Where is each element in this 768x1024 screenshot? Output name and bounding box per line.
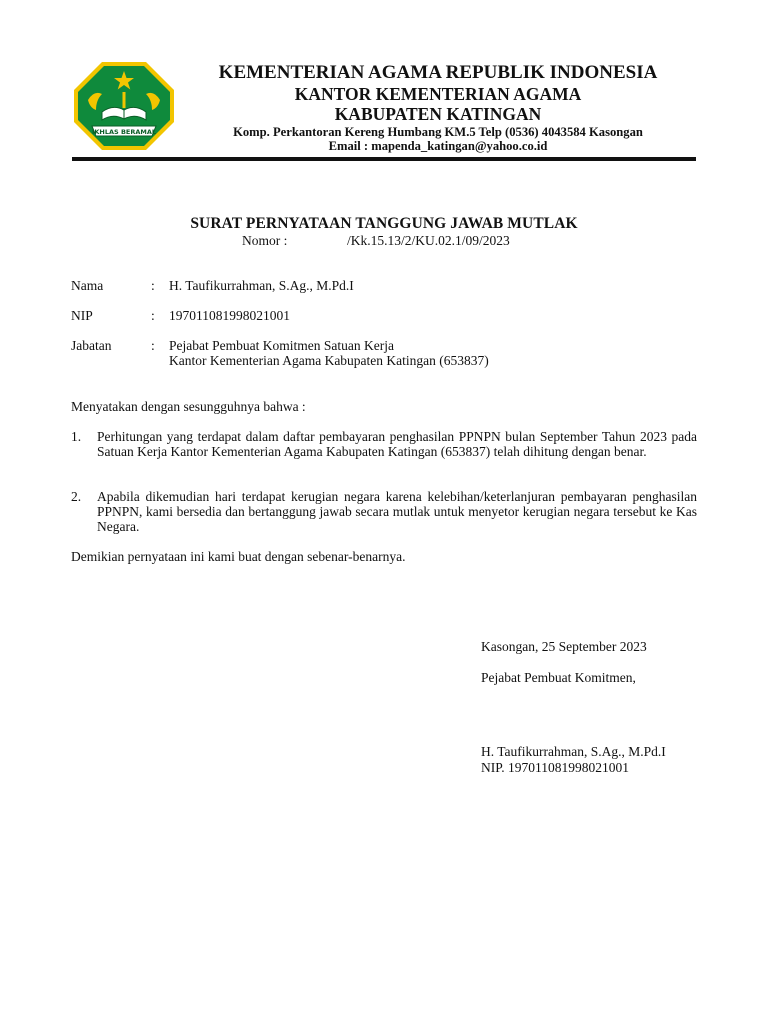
nomor-label: Nomor : [242, 233, 288, 248]
list-item-text: Perhitungan yang terdapat dalam daftar pembayaran penghasilan PPNPN bulan September Tahun 2023 pada Satuan Kerja Kantor Kementerian Agama Kabupaten Katingan (653837) telah dihitung dengan benar. [97, 429, 697, 459]
signature-name: H. Taufikurrahman, S.Ag., M.Pd.I [481, 744, 666, 759]
nama-label: Nama [71, 278, 104, 293]
pen-icon [123, 92, 126, 108]
header-regency: KABUPATEN KATINGAN [334, 104, 542, 124]
header-address: Komp. Perkantoran Kereng Humbang KM.5 Telp (0536) 4043584 Kasongan [233, 125, 643, 139]
kemenag-logo [72, 60, 176, 152]
logo-motto: IKHLAS BERAMAL [91, 128, 157, 136]
signature-place-date: Kasongan, 25 September 2023 [481, 639, 647, 654]
header-email: Email : mapenda_katingan@yahoo.co.id [328, 139, 548, 153]
jabatan-colon: : [151, 338, 155, 353]
list-item-number: 2. [71, 489, 82, 504]
document-title: SURAT PERNYATAAN TANGGUNG JAWAB MUTLAK [190, 215, 578, 232]
header-office: KANTOR KEMENTERIAN AGAMA [294, 84, 582, 104]
jabatan-line1: Pejabat Pembuat Komitmen Satuan Kerja [169, 338, 394, 353]
kemenag-emblem-icon [72, 60, 176, 152]
statement-closing: Demikian pernyataan ini kami buat dengan sebenar-benarnya. [71, 549, 406, 564]
nip-label: NIP [71, 308, 93, 323]
list-item-number: 1. [71, 429, 82, 444]
nomor-value: /Kk.15.13/2/KU.02.1/09/2023 [347, 233, 510, 248]
list-item-text: Apabila dikemudian hari terdapat kerugian negara karena kelebihan/keterlanjuran pembayaran penghasilan PPNPN, kami bersedia dan bertanggung jawab secara mutlak untuk menyetor kerugian negara tersebut ke Kas Negara. [97, 489, 697, 534]
nama-value: H. Taufikurrahman, S.Ag., M.Pd.I [169, 278, 354, 293]
header-divider [72, 157, 696, 161]
signature-position: Pejabat Pembuat Komitmen, [481, 670, 636, 685]
jabatan-label: Jabatan [71, 338, 112, 353]
signature-nip: NIP. 197011081998021001 [481, 760, 630, 775]
header-ministry: KEMENTERIAN AGAMA REPUBLIK INDONESIA [218, 62, 658, 83]
nip-colon: : [151, 308, 155, 323]
jabatan-line2: Kantor Kementerian Agama Kabupaten Katingan (653837) [169, 353, 489, 368]
statement-intro: Menyatakan dengan sesungguhnya bahwa : [71, 399, 306, 414]
nama-colon: : [151, 278, 155, 293]
nip-value: 197011081998021001 [169, 308, 290, 323]
